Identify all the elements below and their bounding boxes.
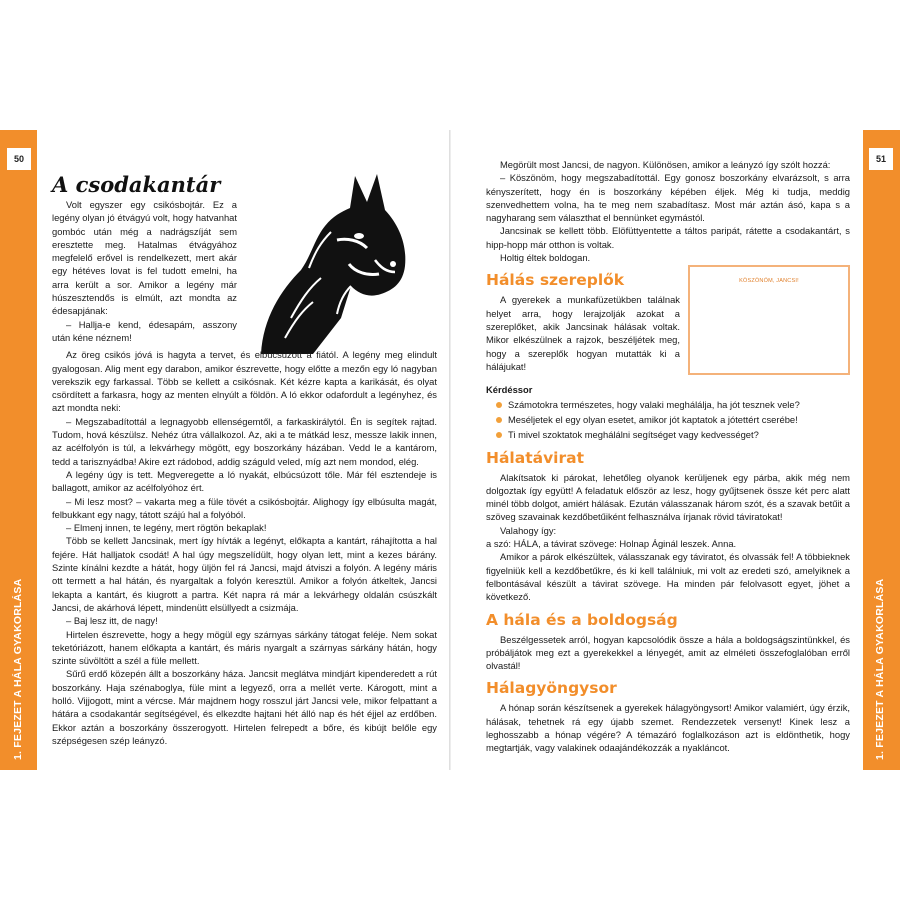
activity-column (486, 158, 850, 755)
story-paragraph: – Elmenj innen, te legény, mert rögtön bekaplak! (66, 522, 267, 534)
worksheet-frame-title: KÖSZÖNÖM, JANCSI! (739, 278, 799, 285)
right-chapter-label (874, 746, 886, 760)
story-paragraph: Sűrű erdő közepén állt a boszorkány háza. Jancsit meglátva mindjárt kipenderedett a rút boszorkány. Haja szénaboglya, füle mint a legyező, orra a mellét verte. Károgott, mint a holló. Vijjogott, mint a vércse. Már majdnem hogy rosszul járt Jancsi vele, mikor felpattant a hátára a csodakantár segítségével, és elkezdte hajtani hét álló nap és hét éjjel az erdőben. Ekkor aztán a boszorkány összerogyott. Hirtelen felrepedt a bőre, és kibújt belőle egy szépségesen szép leányzó. (52, 668, 437, 746)
story-paragraph: – Hallja-e kend, édesapám, asszony után kéne néznem! (52, 318, 237, 343)
question-item: Meséljetek el egy olyan esetet, amikor jót kaptatok a jótettért cserébe! (496, 413, 850, 426)
section-heading-halas-szereplok: Hálás szereplők (486, 271, 625, 290)
left-chapter-label (12, 746, 24, 760)
questions-title: Kérdéssor (486, 384, 533, 396)
story-paragraph: – Megszabadítottál a legnagyobb ellenségemtől, a farkaskirálytól. Én is segítek rajtad. Tudom, hová készülsz. Nehéz útra vállalkozol. Az, aki a te mátkád lesz, messze lakik innen, az acélfolyón is túl, a lekvárhegy mögött, egy boszorkány házában. Vedd le a kantárom, tedd a tarisznyádba! Akire ezt rádobod, addig száguld veled, míg azt nem mondod, elég. (52, 415, 437, 467)
story-ending-paragraph: Holtig éltek boldogan. (500, 252, 591, 264)
story-paragraph: – Baj lesz itt, de nagy! (66, 615, 158, 627)
story-paragraph: Hirtelen észrevette, hogy a hegy mögül egy szárnyas sárkány tátogat feléje. Nem sokat teketóriázott, hanem előkapta a kantárt, és máris nyargalt a szárnyas sárkány hátán, hogy szinte süvöltött a szél a füle mellett. (52, 628, 437, 667)
story-paragraph: Volt egyszer egy csikósbojtár. Ez a legény olyan jó étvágyú volt, hogy hatvanhat gombóc után még a nadrágszíját sem eresztette meg. Hatalmas étvágyához megfelelő erővel is rendelkezett, mert akár egy hétéves lovat is fel tudott emelni, ha arra került a sor. Amikor a legény már húszesztendős is elmúlt, azt mondta az édesapjának: (52, 199, 237, 317)
story-paragraph: Az öreg csikós jóvá is hagyta a tervet, és elbúcsúzott a fiától. A legény meg elindult gyalogosan. Alig ment egy darabon, amikor észrevette, hogy előtte a mezőn egy ló nagyban verekszik egy farkassal. Több se kellett a csikósnak. Két kézre kapta a karikását, és olyat csördített a farkasra, hogy az menten elnyúlt a földön. A ló ekkor odafordult a legényhez, és azt mondta neki: (52, 349, 437, 414)
story-ending-paragraph: Megörült most Jancsi, de nagyon. Különösen, amikor a leányzó így szólt hozzá: (500, 159, 831, 170)
story-title: A csodakantár (52, 172, 221, 197)
section-text: Valahogy így: (500, 524, 557, 536)
story-paragraph: A legény úgy is tett. Megveregette a ló nyakát, elbúcsúzott tőle. Már fél esztendeje is ballagott, amikor az acélfolyóhoz ért. (52, 468, 437, 494)
left-page-number: 50 (6, 147, 32, 171)
story-ending-paragraph: – Köszönöm, hogy megszabadítottál. Egy gonosz boszorkány elvarázsolt, s arra kényszerített, hogy én is boszorkány képében éljek. Még ki tudja, meddig szenvedhettem volna, ha te meg nem szabadítasz. Most már aztán ásó, kapa s a nagyharang sem választhat el bennünket egymástól. (486, 172, 850, 224)
story-column (52, 198, 437, 747)
section-text: A hónap során készítsenek a gyerekek hálagyöngysort! Amikor valamiért, úgy érzik, hálásak, tehetnek rá egy újabb szemet. Rendezzetek versenyt! Kinek lesz a leghosszabb a hónap végére? A témazáró foglalkozáson azt is eldönthetik, hogy megtartják, vagy valakinek odaajándékozzák a nyakláncot. (486, 702, 850, 754)
story-paragraph: Több se kellett Jancsinak, mert így hívták a legényt, előkapta a kantárt, ráhajította a hal fejére. Hát halljatok csodát! A hal úgy megszelídült, hogy olyan lett, mint a kezes bárány. Szinte kínálni kezdte a hátát, hogy üljön fel rá Jancsi, majd átviszi a folyón. A legény máris ott termett a hal hátán, és nyargaltak a folyón keresztül. Amikor a folyón átkeltek, Jancsi lekapta a kantárt, és kiugrott a partra. Két napra rá már a lekvárhegy oldalán csúszkált Jancsi, de akárhová lépett, mindenütt elsüllyedt a csizmája. (52, 535, 437, 613)
section-heading-hala-es-boldogsag: A hála és a boldogság (486, 610, 678, 629)
section-heading-halagyongysor: Hálagyöngysor (486, 679, 617, 698)
section-text: Alakítsatok ki párokat, lehetőleg olyanok kerüljenek egy párba, akik még nem dolgoztak így együtt! A feladatuk először az lesz, hogy gyűjtsenek össze két perc alatt minél több dolgot, amiért hálásak. Ezután válasszanak három szót, és a szavak betűit a szöveg szavainak kezdőbetűiként felhasználva írjanak rövid táviratokat! (486, 471, 850, 523)
story-paragraph: – Mi lesz most? – vakarta meg a füle tövét a csikósbojtár. Alighogy így elbúsulta magát, felbukkant egy nagy, tátott szájú hal a folyóból. (52, 495, 437, 520)
question-list (486, 398, 850, 442)
section-text: A gyerekek a munkafüzetükben találnak helyet arra, hogy lerajzolják azokat a szereplőket, akik Jancsinak hálásak voltak. Mikor elkészülnek a rajzok, beszéljétek meg, hogy a szereplők hogyan mutatták ki a hálájukat! (486, 294, 680, 372)
question-item: Számotokra természetes, hogy valaki meghálálja, ha jót tesznek vele? (496, 398, 850, 411)
section-text: a szó: HÁLA, a távirat szövege: Holnap Áginál leszek. Anna. (486, 538, 737, 550)
question-item: Ti mivel szoktatok meghálálni segítséget vagy kedvességet? (496, 428, 850, 441)
section-heading-halatavirat: Hálatávirat (486, 448, 585, 467)
story-ending-paragraph: Jancsinak se kellett több. Elöfüttyentette a táltos paripát, rátette a csodakantárt, s hipp-hopp már otthon is voltak. (486, 225, 850, 250)
book-gutter (449, 130, 451, 770)
illustration-wrap (237, 198, 437, 347)
section-text: Amikor a párok elkészültek, válasszanak egy táviratot, és olvassák fel! A többieknek figyelniük kell a kezdőbetűkre, és ki kell találniuk, mi volt az eredeti szó, amelyiknek a felbontásával készült a távirat szövege. Ha minden pár felolvasott egyet, jöhet a következő. (486, 551, 850, 603)
right-page-number: 51 (868, 147, 894, 171)
worksheet-frame (688, 265, 850, 375)
section-text: Beszélgessetek arról, hogyan kapcsolódik össze a hála a boldogságszintünkkel, és próbáljátok meg ezt a gyerekekkel a lényegét, amit az elméleti összefoglalóban erről olvastál! (486, 633, 850, 672)
